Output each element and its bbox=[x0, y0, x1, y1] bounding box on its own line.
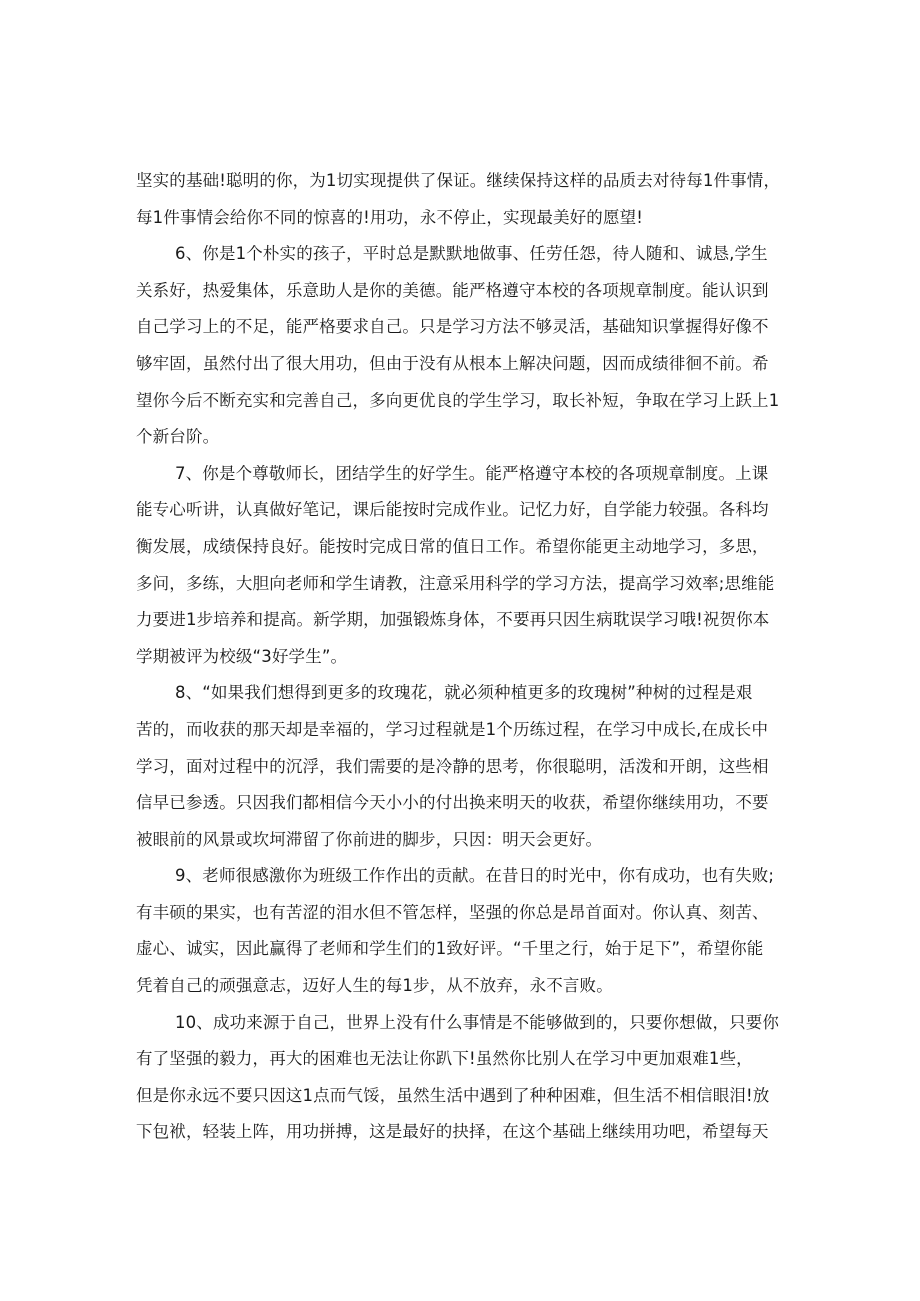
paragraph-continued bbox=[136, 163, 790, 236]
text-line: 下包袱，轻装上阵，用功拼搏，这是最好的抉择，在这个基础上继续用功吧，希望每天 bbox=[136, 1122, 769, 1142]
text-line: 6、你是1个朴实的孩子，平时总是默默地做事、任劳任怨，待人随和、诚恳,学生 bbox=[175, 244, 768, 264]
text-line: 每1件事情会给你不同的惊喜的!用功，永不停止，实现最美好的愿望! bbox=[136, 207, 644, 227]
text-line: 但是你永远不要只因这1点而气馁，虽然生活中遇到了种种困难，但生活不相信眼泪!放 bbox=[136, 1085, 770, 1105]
text-line: 学期被评为校级“3好学生”。 bbox=[136, 646, 348, 666]
text-line: 虚心、诚实，因此赢得了老师和学生们的1致好评。“千里之行，始于足下”，希望你能 bbox=[136, 939, 764, 959]
text-line: 望你今后不断充实和完善自己，多向更优良的学生学习，取长补短，争取在学习上跃上1 bbox=[136, 390, 780, 410]
text-line: 个新台阶。 bbox=[136, 427, 220, 447]
text-line: 衡发展，成绩保持良好。能按时完成日常的值日工作。希望你能更主动地学习，多思， bbox=[136, 536, 769, 556]
text-line: 够牢固，虽然付出了很大用功，但由于没有从根本上解决问题，因而成绩徘徊不前。希 bbox=[136, 353, 769, 373]
paragraph-8 bbox=[136, 675, 790, 858]
text-line: 有丰硕的果实，也有苦涩的泪水但不管怎样，坚强的你总是昂首面对。你认真、刻苦、 bbox=[136, 902, 769, 922]
paragraph-10 bbox=[136, 1005, 790, 1151]
paragraph-6 bbox=[136, 236, 790, 456]
text-line: 10、成功来源于自己，世界上没有什么事情是不能够做到的，只要你想做，只要你 bbox=[175, 1012, 780, 1032]
text-line: 关系好，热爱集体，乐意助人是你的美德。能严格遵守本校的各项规章制度。能认识到 bbox=[136, 280, 769, 300]
text-line: 自己学习上的不足，能严格要求自己。只是学习方法不够灵活，基础知识掌握得好像不 bbox=[136, 317, 769, 337]
text-line: 被眼前的风景或坎坷滞留了你前进的脚步，只因：明天会更好。 bbox=[136, 829, 603, 849]
text-line: 9、老师很感激你为班级工作作出的贡献。在昔日的时光中，你有成功，也有失败; bbox=[175, 866, 775, 886]
document-body bbox=[136, 163, 790, 1151]
text-line: 力要进1步培养和提高。新学期，加强锻炼身体，不要再只因生病耽误学习哦!祝贺你本 bbox=[136, 610, 770, 630]
text-line: 苦的，而收获的那天却是幸福的，学习过程就是1个历练过程，在学习中成长,在成长中 bbox=[136, 719, 769, 739]
text-line: 有了坚强的毅力，再大的困难也无法让你趴下!虽然你比别人在学习中更加艰难1些， bbox=[136, 1049, 753, 1069]
text-line: 8、“如果我们想得到更多的玫瑰花，就必须种植更多的玫瑰树”种树的过程是艰 bbox=[175, 683, 753, 703]
paragraph-9 bbox=[136, 858, 790, 1004]
text-line: 7、你是个尊敬师长，团结学生的好学生。能严格遵守本校的各项规章制度。上课 bbox=[175, 463, 769, 483]
paragraph-7 bbox=[136, 456, 790, 676]
text-line: 凭着自己的顽强意志，迈好人生的每1步，从不放弃，永不言败。 bbox=[136, 976, 613, 996]
text-line: 能专心听讲，认真做好笔记，课后能按时完成作业。记忆力好，自学能力较强。各科均 bbox=[136, 500, 769, 520]
text-line: 坚实的基础!聪明的你，为1切实现提供了保证。继续保持这样的品质去对待每1件事情， bbox=[136, 171, 781, 190]
text-line: 学习，面对过程中的沉浮，我们需要的是冷静的思考，你很聪明，活泼和开朗，这些相 bbox=[136, 756, 769, 776]
text-line: 多问，多练，大胆向老师和学生请教，注意采用科学的学习方法，提高学习效率;思维能 bbox=[136, 573, 775, 593]
text-line: 信早已参透。只因我们都相信今天小小的付出换来明天的收获，希望你继续用功，不要 bbox=[136, 793, 769, 813]
